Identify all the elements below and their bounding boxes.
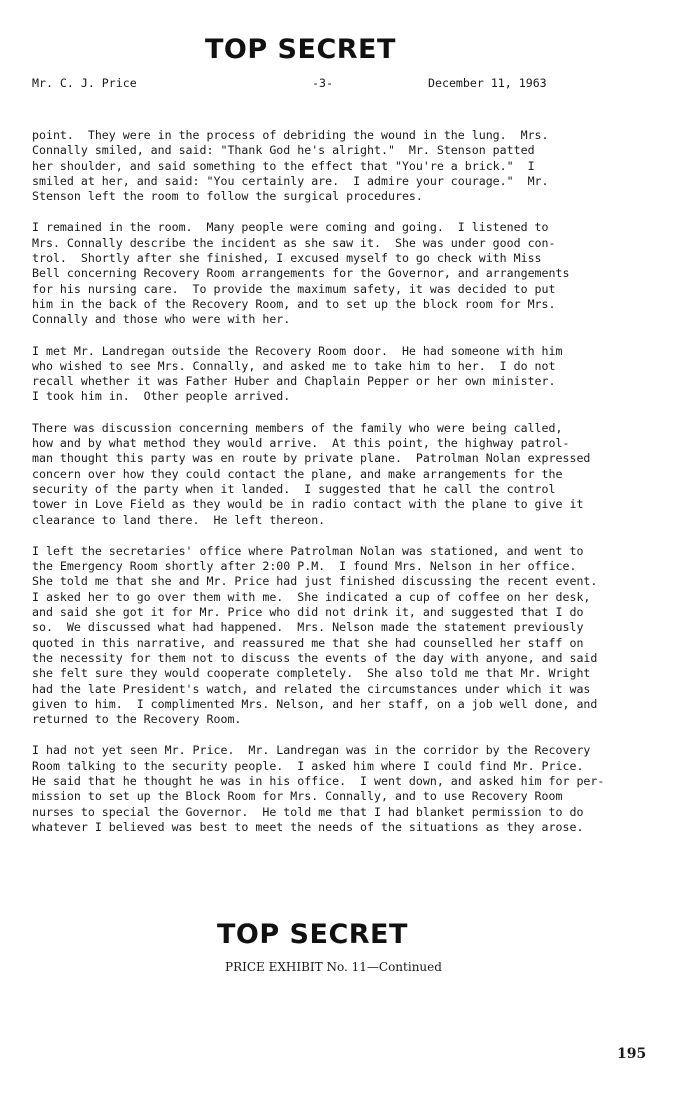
- paragraph-line: Room talking to the security people. I asked him where I could find Mr. Price.: [32, 758, 584, 773]
- paragraph-line: He said that he thought he was in his office. I went down, and asked him for per-: [32, 773, 605, 788]
- paragraph-line: I had not yet seen Mr. Price. Mr. Landregan was in the corridor by the Recovery: [32, 743, 591, 758]
- paragraph-line: Bell concerning Recovery Room arrangements for the Governor, and arrangements: [32, 266, 570, 281]
- paragraph-line: returned to the Recovery Room.: [32, 712, 242, 727]
- paragraph-line: trol. Shortly after she finished, I excused myself to go check with Miss: [32, 251, 542, 266]
- memo-body: [32, 128, 662, 851]
- paragraph-line: There was discussion concerning members of the family who were being called,: [32, 420, 563, 435]
- paragraph-line: tower in Love Field as they would be in radio contact with the plane to give it: [32, 497, 584, 512]
- paragraph-line: Connally and those who were with her.: [32, 312, 291, 327]
- paragraph-line: had the late President's watch, and related the circumstances under which it was: [32, 681, 591, 696]
- paragraph-line: mission to set up the Block Room for Mrs. Connally, and to use Recovery Room: [32, 789, 563, 804]
- paragraph-line: Stenson left the room to follow the surgical procedures.: [32, 189, 423, 204]
- paragraph-line: She told me that she and Mr. Price had just finished discussing the recent event.: [32, 574, 598, 589]
- paragraph-line: her shoulder, and said something to the effect that "You're a brick." I: [32, 158, 535, 173]
- paragraph-line: I remained in the room. Many people were coming and going. I listened to: [32, 220, 549, 235]
- paragraph-line: the necessity for them not to discuss the events of the day with anyone, and said: [32, 650, 598, 665]
- page-number: 195: [617, 1046, 647, 1062]
- paragraph-line: smiled at her, and said: "You certainly are. I admire your courage." Mr.: [32, 173, 549, 188]
- memo-paragraph: [32, 344, 662, 405]
- paragraph-line: Connally smiled, and said: "Thank God he's alright." Mr. Stenson patted: [32, 143, 535, 158]
- header-page-indicator: -3-: [312, 76, 333, 90]
- top-classification-marking: TOP SECRET: [205, 34, 396, 65]
- paragraph-line: how and by what method they would arrive. At this point, the highway patrol-: [32, 436, 570, 451]
- paragraph-line: so. We discussed what had happened. Mrs. Nelson made the statement previously: [32, 620, 584, 635]
- paragraph-line: nurses to special the Governor. He told me that I had blanket permission to do: [32, 804, 584, 819]
- exhibit-caption: PRICE EXHIBIT No. 11—Continued: [225, 960, 442, 974]
- memo-paragraph: [32, 421, 662, 528]
- paragraph-line: given to him. I complimented Mrs. Nelson, and her staff, on a job well done, and: [32, 696, 598, 711]
- paragraph-line: I met Mr. Landregan outside the Recovery Room door. He had someone with him: [32, 343, 563, 358]
- header-addressee: Mr. C. J. Price: [32, 76, 137, 90]
- paragraph-line: whatever I believed was best to meet the needs of the situations as they arose.: [32, 819, 584, 834]
- paragraph-line: security of the party when it landed. I suggested that he call the control: [32, 481, 556, 496]
- memo-paragraph: [32, 220, 662, 327]
- paragraph-line: the Emergency Room shortly after 2:00 P.M. I found Mrs. Nelson in her office.: [32, 559, 577, 574]
- paragraph-line: clearance to land there. He left thereon.: [32, 512, 326, 527]
- paragraph-line: who wished to see Mrs. Connally, and asked me to take him to her. I do not: [32, 358, 556, 373]
- paragraph-line: point. They were in the process of debriding the wound in the lung. Mrs.: [32, 128, 549, 142]
- header-date: December 11, 1963: [428, 76, 547, 90]
- paragraph-line: for his nursing care. To provide the maximum safety, it was decided to put: [32, 281, 556, 296]
- paragraph-line: she felt sure they would cooperate completely. She also told me that Mr. Wright: [32, 666, 591, 681]
- bottom-classification-marking: TOP SECRET: [217, 919, 408, 950]
- memo-paragraph: [32, 128, 662, 204]
- paragraph-line: I asked her to go over them with me. She indicated a cup of coffee on her desk,: [32, 589, 591, 604]
- paragraph-line: and said she got it for Mr. Price who did not drink it, and suggested that I do: [32, 605, 584, 620]
- memo-paragraph: [32, 544, 662, 728]
- paragraph-line: I took him in. Other people arrived.: [32, 389, 291, 404]
- paragraph-line: I left the secretaries' office where Patrolman Nolan was stationed, and went to: [32, 543, 584, 558]
- memo-paragraph: [32, 743, 662, 835]
- paragraph-line: concern over how they could contact the plane, and make arrangements for the: [32, 466, 563, 481]
- paragraph-line: quoted in this narrative, and reassured me that she had counselled her staff on: [32, 635, 584, 650]
- paragraph-line: recall whether it was Father Huber and Chaplain Pepper or her own minister.: [32, 374, 556, 389]
- paragraph-line: Mrs. Connally describe the incident as she saw it. She was under good con-: [32, 235, 556, 250]
- paragraph-line: him in the back of the Recovery Room, and to set up the block room for Mrs.: [32, 296, 556, 311]
- paragraph-line: man thought this party was en route by private plane. Patrolman Nolan expressed: [32, 451, 591, 466]
